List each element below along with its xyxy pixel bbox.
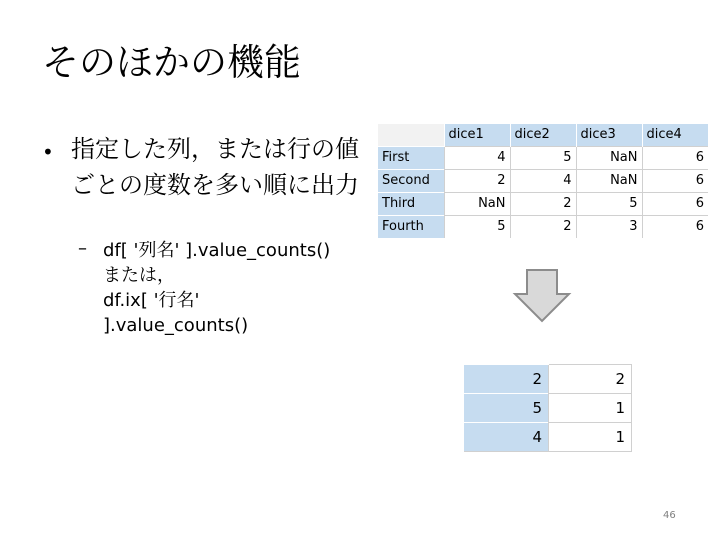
table-row: [378, 216, 708, 239]
row-index: Second: [378, 170, 444, 193]
code-line-3: df.ix[ '行名': [103, 290, 200, 311]
bullet-text: 指定した列，または行の値ごとの度数を多い順に出力: [71, 135, 359, 199]
table-cell: 2: [510, 216, 576, 239]
table-cell: 4: [444, 147, 510, 170]
column-header: dice2: [510, 124, 576, 147]
table-row: [464, 365, 632, 394]
row-index: Fourth: [378, 216, 444, 239]
sub-bullet-text: [103, 238, 363, 338]
table-header-row: [378, 124, 708, 147]
row-index: 5: [464, 394, 549, 423]
table-row: [464, 394, 632, 423]
table-cell: 4: [510, 170, 576, 193]
table-cell: 6: [642, 216, 708, 239]
table-row: [378, 170, 708, 193]
sub-bullet-marker: –: [78, 238, 87, 259]
page-number: 46: [663, 510, 676, 521]
table-cell: 2: [510, 193, 576, 216]
table-cell: 6: [642, 147, 708, 170]
table-corner-cell: [378, 124, 444, 147]
code-line-4: ].value_counts(): [103, 315, 249, 336]
table-row: [378, 147, 708, 170]
row-index: First: [378, 147, 444, 170]
table-cell: NaN: [576, 170, 642, 193]
table-cell: 1: [549, 423, 632, 452]
table-cell: 3: [576, 216, 642, 239]
table-cell: 5: [576, 193, 642, 216]
row-index: 4: [464, 423, 549, 452]
table-row: [464, 423, 632, 452]
table-cell: 6: [642, 170, 708, 193]
table-cell: 6: [642, 193, 708, 216]
dataframe-table-clip: [378, 124, 708, 240]
table-cell: 1: [549, 394, 632, 423]
table-cell: 5: [510, 147, 576, 170]
column-header: dice3: [576, 124, 642, 147]
table-row: [378, 193, 708, 216]
table-cell: 2: [549, 365, 632, 394]
bullet-marker: •: [42, 140, 54, 164]
table-cell: 2: [444, 170, 510, 193]
slide-title: そのほかの機能: [42, 41, 301, 84]
code-line-2: または，: [103, 265, 175, 286]
down-arrow-icon: [512, 268, 572, 324]
column-header: dice1: [444, 124, 510, 147]
column-header: dice4: [642, 124, 708, 147]
value-counts-table: [464, 364, 632, 452]
table-cell: 5: [444, 216, 510, 239]
table-cell: NaN: [576, 147, 642, 170]
row-index: Third: [378, 193, 444, 216]
dataframe-table: [378, 124, 708, 238]
row-index: 2: [464, 365, 549, 394]
table-cell: NaN: [444, 193, 510, 216]
code-line-1: df[ '列名' ].value_counts(): [103, 240, 331, 261]
